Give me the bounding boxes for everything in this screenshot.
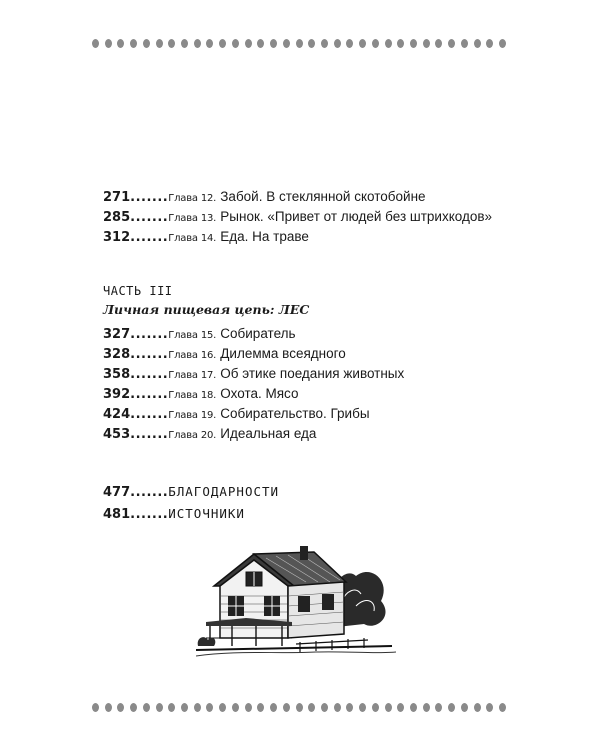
chapter-title: Идеальная еда bbox=[220, 426, 317, 441]
chapter-number: Глава 15. bbox=[168, 330, 217, 341]
border-dot bbox=[423, 703, 430, 712]
border-dot bbox=[117, 703, 124, 712]
border-dot bbox=[143, 39, 150, 48]
border-dot bbox=[232, 703, 239, 712]
border-dot bbox=[308, 703, 315, 712]
toc-entry[interactable] bbox=[103, 364, 523, 384]
border-dot bbox=[461, 39, 468, 48]
chapter-title: Об этике поедания животных bbox=[220, 366, 405, 381]
leader-dots: ....... bbox=[130, 485, 169, 500]
toc-entry[interactable] bbox=[103, 324, 523, 344]
border-dot bbox=[435, 39, 442, 48]
toc-entry[interactable] bbox=[103, 187, 523, 207]
border-dot bbox=[130, 39, 137, 48]
toc-entry[interactable] bbox=[103, 344, 523, 364]
toc-entry[interactable] bbox=[103, 207, 523, 227]
chapter-number: Глава 18. bbox=[168, 390, 217, 401]
border-dot bbox=[194, 703, 201, 712]
border-dot bbox=[486, 39, 493, 48]
chapter-number: Глава 19. bbox=[168, 410, 217, 421]
border-dot bbox=[410, 703, 417, 712]
border-dot bbox=[245, 703, 252, 712]
chapter-title: Собиратель bbox=[220, 326, 296, 341]
toc-group-part3 bbox=[103, 324, 523, 444]
chapter-number: Глава 17. bbox=[168, 370, 217, 381]
border-dot bbox=[499, 39, 506, 48]
border-dot bbox=[130, 703, 137, 712]
border-dot bbox=[385, 703, 392, 712]
border-dot bbox=[346, 703, 353, 712]
border-dot bbox=[181, 39, 188, 48]
border-dot bbox=[372, 703, 379, 712]
toc-group-extras bbox=[103, 480, 523, 524]
toc-entry[interactable] bbox=[103, 227, 523, 247]
page-number: 327 bbox=[103, 327, 131, 342]
border-dot bbox=[105, 703, 112, 712]
border-dot bbox=[296, 703, 303, 712]
border-dot bbox=[257, 39, 264, 48]
chapter-number: Глава 13. bbox=[168, 213, 217, 224]
border-dot bbox=[168, 703, 175, 712]
leader-dots: ....... bbox=[130, 367, 169, 382]
border-dot bbox=[308, 39, 315, 48]
chapter-title: Дилемма всеядного bbox=[220, 346, 346, 361]
border-dot bbox=[206, 39, 213, 48]
border-dot bbox=[486, 703, 493, 712]
border-dot bbox=[448, 703, 455, 712]
chapter-title: Собирательство. Грибы bbox=[220, 406, 370, 421]
chapter-number: Глава 12. bbox=[168, 193, 217, 204]
border-dot bbox=[346, 39, 353, 48]
border-dot bbox=[499, 703, 506, 712]
page-number: 477 bbox=[103, 485, 131, 500]
border-dot bbox=[194, 39, 201, 48]
house-illustration-icon bbox=[196, 546, 396, 658]
border-dot bbox=[423, 39, 430, 48]
border-dot bbox=[410, 39, 417, 48]
leader-dots: ....... bbox=[130, 190, 169, 205]
border-dot bbox=[296, 39, 303, 48]
border-dot bbox=[92, 39, 99, 48]
page-number: 392 bbox=[103, 387, 131, 402]
chapter-title: Забой. В стеклянной скотобойне bbox=[220, 189, 426, 204]
toc-entry-acknowledgements[interactable] bbox=[103, 480, 523, 502]
border-dot bbox=[219, 703, 226, 712]
border-dot bbox=[283, 39, 290, 48]
border-dot bbox=[270, 39, 277, 48]
section-title: БЛАГОДАРНОСТИ bbox=[168, 484, 280, 499]
border-dot bbox=[270, 703, 277, 712]
border-dot bbox=[219, 39, 226, 48]
leader-dots: ....... bbox=[130, 387, 169, 402]
border-dot bbox=[474, 703, 481, 712]
border-dot bbox=[105, 39, 112, 48]
top-dot-border bbox=[92, 38, 506, 48]
part-title: Личная пищевая цепь: ЛЕС bbox=[103, 302, 310, 317]
leader-dots: ....... bbox=[130, 230, 169, 245]
border-dot bbox=[474, 39, 481, 48]
chapter-title: Рынок. «Привет от людей без штрихкодов» bbox=[220, 209, 493, 224]
chapter-number: Глава 14. bbox=[168, 233, 217, 244]
border-dot bbox=[257, 703, 264, 712]
page-number: 285 bbox=[103, 210, 131, 225]
border-dot bbox=[334, 703, 341, 712]
page-number: 358 bbox=[103, 367, 131, 382]
leader-dots: ....... bbox=[130, 507, 169, 522]
leader-dots: ....... bbox=[130, 427, 169, 442]
page-number: 271 bbox=[103, 190, 131, 205]
chapter-number: Глава 16. bbox=[168, 350, 217, 361]
toc-group-part2 bbox=[103, 187, 523, 247]
leader-dots: ....... bbox=[130, 347, 169, 362]
border-dot bbox=[461, 703, 468, 712]
toc-entry-sources[interactable] bbox=[103, 502, 523, 524]
border-dot bbox=[321, 39, 328, 48]
leader-dots: ....... bbox=[130, 210, 169, 225]
border-dot bbox=[359, 703, 366, 712]
leader-dots: ....... bbox=[130, 407, 169, 422]
border-dot bbox=[397, 703, 404, 712]
border-dot bbox=[448, 39, 455, 48]
border-dot bbox=[372, 39, 379, 48]
bottom-dot-border bbox=[92, 702, 506, 712]
border-dot bbox=[321, 703, 328, 712]
border-dot bbox=[92, 703, 99, 712]
border-dot bbox=[168, 39, 175, 48]
border-dot bbox=[283, 703, 290, 712]
border-dot bbox=[143, 703, 150, 712]
toc-entry[interactable] bbox=[103, 384, 523, 404]
border-dot bbox=[156, 39, 163, 48]
chapter-number: Глава 20. bbox=[168, 430, 217, 441]
page-number: 424 bbox=[103, 407, 131, 422]
border-dot bbox=[397, 39, 404, 48]
leader-dots: ....... bbox=[130, 327, 169, 342]
toc-entry[interactable] bbox=[103, 424, 523, 444]
toc-entry[interactable] bbox=[103, 404, 523, 424]
border-dot bbox=[359, 39, 366, 48]
border-dot bbox=[232, 39, 239, 48]
border-dot bbox=[181, 703, 188, 712]
border-dot bbox=[435, 703, 442, 712]
page-number: 453 bbox=[103, 427, 131, 442]
page-number: 481 bbox=[103, 507, 131, 522]
page-number: 312 bbox=[103, 230, 131, 245]
border-dot bbox=[206, 703, 213, 712]
border-dot bbox=[156, 703, 163, 712]
border-dot bbox=[245, 39, 252, 48]
section-title: ИСТОЧНИКИ bbox=[168, 506, 245, 521]
page-number: 328 bbox=[103, 347, 131, 362]
border-dot bbox=[334, 39, 341, 48]
part-label: ЧАСТЬ III bbox=[103, 284, 173, 298]
chapter-title: Еда. На траве bbox=[220, 229, 309, 244]
chapter-title: Охота. Мясо bbox=[220, 386, 299, 401]
border-dot bbox=[117, 39, 124, 48]
border-dot bbox=[385, 39, 392, 48]
